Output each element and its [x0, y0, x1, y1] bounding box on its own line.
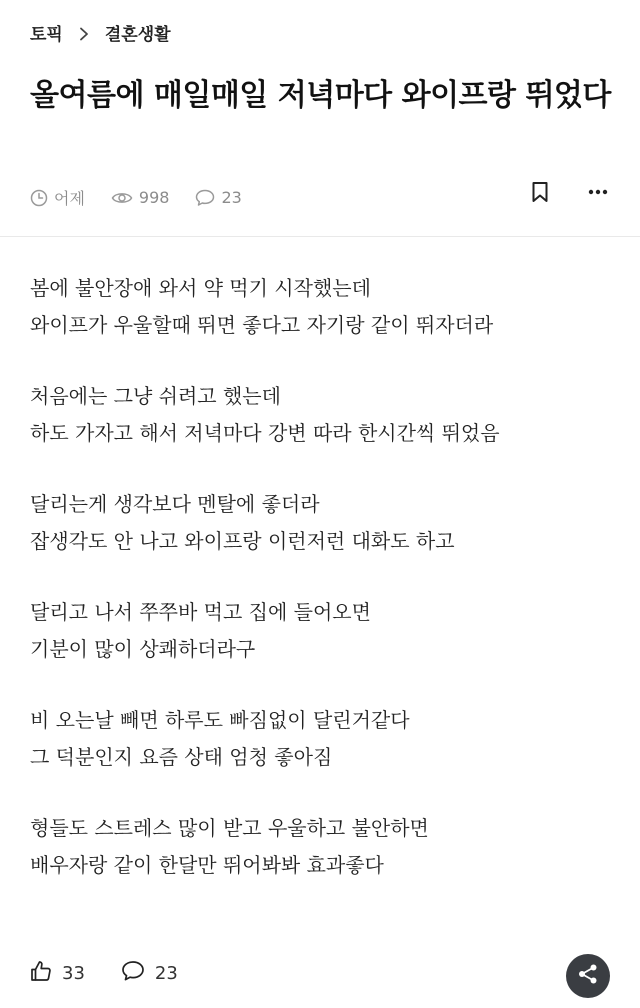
breadcrumb-category[interactable]: 결혼생활 [104, 25, 171, 45]
body-line: 달리고 나서 쭈쭈바 먹고 집에 들어오면 [30, 600, 371, 624]
share-icon [577, 963, 599, 989]
header-divider [0, 236, 640, 237]
like-button[interactable] [30, 960, 85, 987]
post-footer [30, 960, 178, 987]
comment-icon [195, 189, 215, 207]
body-line: 하도 가자고 해서 저녁마다 강변 따라 한시간씩 뛰었음 [30, 421, 500, 445]
body-line: 형들도 스트레스 많이 받고 우울하고 불안하면 [30, 816, 429, 840]
body-line: 봄에 불안장애 와서 약 먹기 시작했는데 [30, 276, 371, 300]
paragraph [30, 702, 620, 776]
post-time-label: 어제 [54, 189, 85, 208]
post-views-count: 998 [138, 188, 170, 207]
paragraph [30, 270, 620, 344]
post-body [30, 270, 620, 918]
comment-button[interactable] [121, 960, 178, 987]
body-line: 그 덕분인지 요즘 상태 엄청 좋아짐 [30, 745, 333, 769]
more-icon[interactable] [586, 180, 610, 204]
body-line: 배우자랑 같이 한달만 뛰어봐봐 효과좋다 [30, 853, 384, 877]
body-line: 기분이 많이 상쾌하더라구 [30, 637, 256, 661]
body-line: 잡생각도 안 나고 와이프랑 이런저런 대화도 하고 [30, 529, 455, 553]
paragraph [30, 594, 620, 668]
comment-icon [121, 960, 145, 987]
bookmark-icon[interactable] [528, 180, 552, 204]
paragraph [30, 486, 620, 560]
post-actions [528, 180, 610, 204]
body-line: 와이프가 우울할때 뛰면 좋다고 자기랑 같이 뛰자더라 [30, 313, 494, 337]
body-line: 처음에는 그냥 쉬려고 했는데 [30, 384, 281, 408]
body-line: 달리는게 생각보다 멘탈에 좋더라 [30, 492, 320, 516]
post-title: 올여름에 매일매일 저녁마다 와이프랑 뛰었다 [30, 78, 611, 113]
share-button[interactable] [566, 954, 610, 998]
paragraph [30, 378, 620, 452]
paragraph [30, 810, 620, 884]
breadcrumb [30, 20, 171, 45]
chevron-right-icon [77, 26, 91, 40]
eye-icon [111, 190, 133, 206]
post-time [30, 186, 85, 209]
clock-icon [30, 189, 48, 207]
breadcrumb-topic[interactable]: 토픽 [30, 25, 63, 45]
body-line: 비 오는날 빼면 하루도 빠짐없이 달린거같다 [30, 708, 410, 732]
post-comments [195, 188, 241, 207]
post-meta [30, 186, 242, 209]
post-comments-count: 23 [221, 188, 242, 207]
comment-count: 23 [154, 963, 178, 984]
post-views [111, 188, 170, 207]
thumbs-up-icon [30, 960, 52, 987]
like-count: 33 [62, 963, 85, 984]
